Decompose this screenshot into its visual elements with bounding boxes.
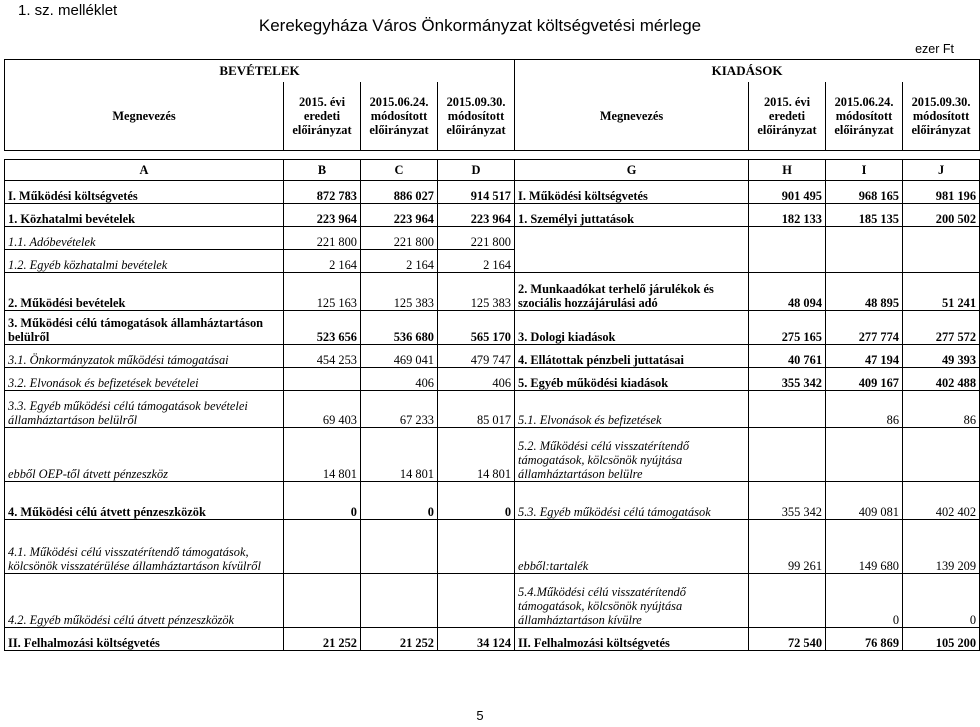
revenue-mod2 xyxy=(438,520,515,574)
expense-mod1: 48 895 xyxy=(826,273,903,311)
expense-mod2-header: 2015.09.30. módosított előirányzat xyxy=(903,82,980,151)
expense-item: 5.1. Elvonások és befizetések xyxy=(515,391,749,428)
revenue-mod1: 536 680 xyxy=(361,311,438,345)
expense-original: 275 165 xyxy=(749,311,826,345)
revenue-original: 523 656 xyxy=(284,311,361,345)
expense-item: I. Működési költségvetés xyxy=(515,181,749,204)
revenue-mod2: 2 164 xyxy=(438,250,515,273)
expense-item: 4. Ellátottak pénzbeli juttatásai xyxy=(515,345,749,368)
revenue-item: 3.1. Önkormányzatok működési támogatásai xyxy=(5,345,284,368)
expense-mod1: 968 165 xyxy=(826,181,903,204)
expense-mod2 xyxy=(903,250,980,273)
revenue-original: 69 403 xyxy=(284,391,361,428)
expense-mod2: 51 241 xyxy=(903,273,980,311)
expense-group-header: KIADÁSOK xyxy=(515,60,980,83)
expense-mod2: 277 572 xyxy=(903,311,980,345)
expense-mod2: 105 200 xyxy=(903,628,980,651)
unit-label: ezer Ft xyxy=(915,42,954,56)
letter-a: A xyxy=(5,160,284,181)
revenue-original: 221 800 xyxy=(284,227,361,250)
letter-b: B xyxy=(284,160,361,181)
revenue-mod1 xyxy=(361,574,438,628)
revenue-mod1: 886 027 xyxy=(361,181,438,204)
revenue-mod1: 67 233 xyxy=(361,391,438,428)
revenue-mod1-header: 2015.06.24. módosított előirányzat xyxy=(361,82,438,151)
expense-mod1: 86 xyxy=(826,391,903,428)
expense-original: 99 261 xyxy=(749,520,826,574)
expense-original xyxy=(749,391,826,428)
revenue-item: 3.3. Egyéb működési célú támogatások bevételei államháztartáson belülről xyxy=(5,391,284,428)
expense-mod1: 0 xyxy=(826,574,903,628)
revenue-mod2: 125 383 xyxy=(438,273,515,311)
revenue-mod2: 14 801 xyxy=(438,428,515,482)
expense-name-header: Megnevezés xyxy=(515,82,749,151)
revenue-original: 125 163 xyxy=(284,273,361,311)
expense-mod2 xyxy=(903,428,980,482)
revenue-mod2: 223 964 xyxy=(438,204,515,227)
expense-mod1: 76 869 xyxy=(826,628,903,651)
revenue-item: 3. Működési célú támogatások államháztartáson belülről xyxy=(5,311,284,345)
letter-c: C xyxy=(361,160,438,181)
table-row xyxy=(5,482,980,520)
expense-mod2: 139 209 xyxy=(903,520,980,574)
revenue-mod1: 221 800 xyxy=(361,227,438,250)
revenue-item: 1.1. Adóbevételek xyxy=(5,227,284,250)
table-row xyxy=(5,204,980,227)
revenue-original: 0 xyxy=(284,482,361,520)
expense-original: 72 540 xyxy=(749,628,826,651)
letter-g: G xyxy=(515,160,749,181)
revenue-original: 2 164 xyxy=(284,250,361,273)
revenue-mod2: 406 xyxy=(438,368,515,391)
revenue-item: 4. Működési célú átvett pénzeszközök xyxy=(5,482,284,520)
revenue-original xyxy=(284,574,361,628)
expense-mod1 xyxy=(826,227,903,250)
revenue-mod1: 21 252 xyxy=(361,628,438,651)
revenue-mod1: 14 801 xyxy=(361,428,438,482)
annex-label: 1. sz. melléklet xyxy=(18,2,118,19)
expense-mod2: 0 xyxy=(903,574,980,628)
revenue-item: 3.2. Elvonások és befizetések bevételei xyxy=(5,368,284,391)
table-row xyxy=(5,345,980,368)
expense-item: 5.3. Egyéb működési célú támogatások xyxy=(515,482,749,520)
revenue-original: 14 801 xyxy=(284,428,361,482)
expense-original: 901 495 xyxy=(749,181,826,204)
expense-mod1: 409 167 xyxy=(826,368,903,391)
expense-original xyxy=(749,250,826,273)
budget-balance-table xyxy=(4,59,980,651)
table-row xyxy=(5,574,980,628)
expense-original: 182 133 xyxy=(749,204,826,227)
revenue-mod2: 0 xyxy=(438,482,515,520)
expense-item: 2. Munkaadókat terhelő járulékok és szociális hozzájárulási adó xyxy=(515,273,749,311)
expense-mod1: 277 774 xyxy=(826,311,903,345)
revenue-item: 1. Közhatalmi bevételek xyxy=(5,204,284,227)
expense-original: 355 342 xyxy=(749,368,826,391)
revenue-mod1: 223 964 xyxy=(361,204,438,227)
group-header-row xyxy=(5,60,980,83)
spacer-row xyxy=(5,151,980,160)
expense-original xyxy=(749,428,826,482)
table-row xyxy=(5,428,980,482)
revenue-original xyxy=(284,520,361,574)
letter-d: D xyxy=(438,160,515,181)
letter-j: J xyxy=(903,160,980,181)
expense-original-header: 2015. évi eredeti előirányzat xyxy=(749,82,826,151)
revenue-item: 4.1. Működési célú visszatérítendő támogatások, kölcsönök visszatérülése államháztartáson kívülről xyxy=(5,520,284,574)
revenue-original: 223 964 xyxy=(284,204,361,227)
column-letter-row xyxy=(5,160,980,181)
page-number: 5 xyxy=(476,708,484,723)
expense-mod2: 981 196 xyxy=(903,181,980,204)
expense-mod2: 402 402 xyxy=(903,482,980,520)
revenue-group-header: BEVÉTELEK xyxy=(5,60,515,83)
table-row xyxy=(5,311,980,345)
expense-item: 1. Személyi juttatások xyxy=(515,204,749,227)
table-row xyxy=(5,273,980,311)
table-row xyxy=(5,628,980,651)
expense-mod2: 200 502 xyxy=(903,204,980,227)
table-row xyxy=(5,227,980,250)
expense-item: 3. Dologi kiadások xyxy=(515,311,749,345)
letter-i: I xyxy=(826,160,903,181)
revenue-original: 454 253 xyxy=(284,345,361,368)
revenue-original: 872 783 xyxy=(284,181,361,204)
table-row xyxy=(5,391,980,428)
expense-item: 5.2. Működési célú visszatérítendő támogatások, kölcsönök nyújtása államháztartáson belülre xyxy=(515,428,749,482)
expense-item: 5. Egyéb működési kiadások xyxy=(515,368,749,391)
column-header-row xyxy=(5,82,980,151)
expense-original: 40 761 xyxy=(749,345,826,368)
revenue-item: 2. Működési bevételek xyxy=(5,273,284,311)
revenue-original: 21 252 xyxy=(284,628,361,651)
expense-mod1: 47 194 xyxy=(826,345,903,368)
expense-item xyxy=(515,250,749,273)
revenue-mod1: 125 383 xyxy=(361,273,438,311)
revenue-mod1: 469 041 xyxy=(361,345,438,368)
revenue-mod2: 221 800 xyxy=(438,227,515,250)
letter-h: H xyxy=(749,160,826,181)
expense-mod1 xyxy=(826,250,903,273)
table-row xyxy=(5,520,980,574)
expense-original: 355 342 xyxy=(749,482,826,520)
expense-mod1: 409 081 xyxy=(826,482,903,520)
page-title: Kerekegyháza Város Önkormányzat költségvetési mérlege xyxy=(258,16,702,35)
table-row xyxy=(5,250,980,273)
expense-mod2: 49 393 xyxy=(903,345,980,368)
expense-item xyxy=(515,227,749,250)
revenue-item: 4.2. Egyéb működési célú átvett pénzeszközök xyxy=(5,574,284,628)
revenue-mod2: 85 017 xyxy=(438,391,515,428)
revenue-mod2: 914 517 xyxy=(438,181,515,204)
expense-mod1 xyxy=(826,428,903,482)
table-row xyxy=(5,368,980,391)
expense-mod1-header: 2015.06.24. módosított előirányzat xyxy=(826,82,903,151)
expense-mod2: 86 xyxy=(903,391,980,428)
revenue-original xyxy=(284,368,361,391)
revenue-mod2 xyxy=(438,574,515,628)
revenue-mod2: 479 747 xyxy=(438,345,515,368)
revenue-mod1 xyxy=(361,520,438,574)
revenue-mod1: 406 xyxy=(361,368,438,391)
revenue-item: II. Felhalmozási költségvetés xyxy=(5,628,284,651)
revenue-mod2: 565 170 xyxy=(438,311,515,345)
expense-mod2 xyxy=(903,227,980,250)
revenue-original-header: 2015. évi eredeti előirányzat xyxy=(284,82,361,151)
expense-mod2: 402 488 xyxy=(903,368,980,391)
revenue-mod2-header: 2015.09.30. módosított előirányzat xyxy=(438,82,515,151)
expense-item: ebből:tartalék xyxy=(515,520,749,574)
revenue-item: 1.2. Egyéb közhatalmi bevételek xyxy=(5,250,284,273)
revenue-mod1: 0 xyxy=(361,482,438,520)
expense-original xyxy=(749,574,826,628)
expense-item: II. Felhalmozási költségvetés xyxy=(515,628,749,651)
revenue-name-header: Megnevezés xyxy=(5,82,284,151)
revenue-item: I. Működési költségvetés xyxy=(5,181,284,204)
revenue-item: ebből OEP-től átvett pénzeszköz xyxy=(5,428,284,482)
expense-item: 5.4.Működési célú visszatérítendő támogatások, kölcsönök nyújtása államháztartáson kívülre xyxy=(515,574,749,628)
expense-original xyxy=(749,227,826,250)
revenue-mod1: 2 164 xyxy=(361,250,438,273)
expense-mod1: 185 135 xyxy=(826,204,903,227)
expense-original: 48 094 xyxy=(749,273,826,311)
expense-mod1: 149 680 xyxy=(826,520,903,574)
table-row xyxy=(5,181,980,204)
revenue-mod2: 34 124 xyxy=(438,628,515,651)
